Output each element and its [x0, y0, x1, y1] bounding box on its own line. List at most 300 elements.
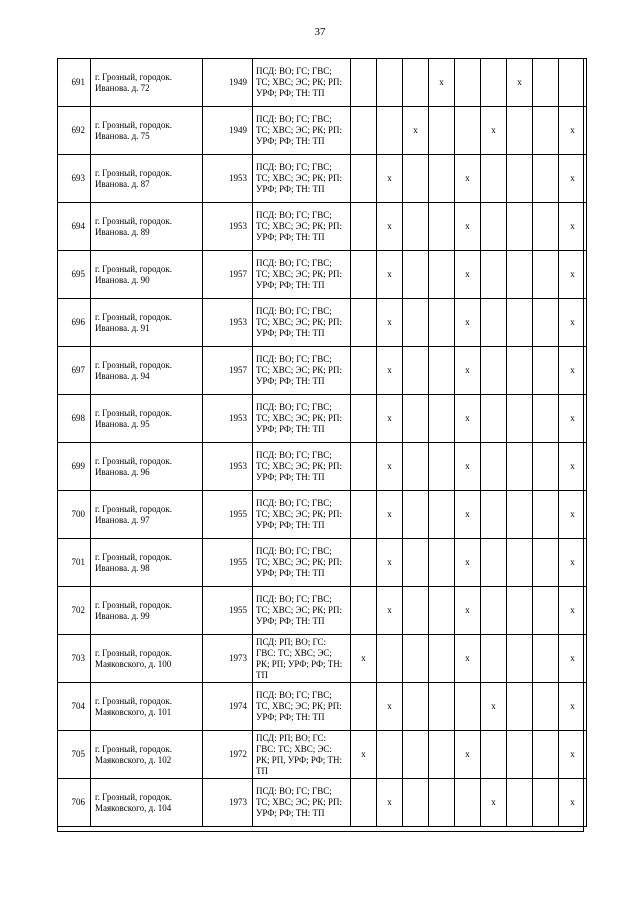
address-line: г. Грозный, городок. — [95, 71, 172, 82]
work-mark-cell: х — [559, 347, 587, 395]
address-cell — [91, 155, 203, 203]
work-mark-cell — [533, 779, 559, 827]
codes-line: ПСД: ВО; ГС; ГВС; — [256, 594, 332, 604]
work-mark-cell — [507, 203, 533, 251]
address-cell — [91, 779, 203, 827]
address-line: г. Грозный, городок. — [95, 119, 172, 130]
work-mark-cell — [507, 155, 533, 203]
work-mark-cell: х — [559, 491, 587, 539]
codes-line: ПСД: РП; ВО; ГС: — [256, 732, 327, 743]
codes-line: ПСД: ВО; ГС; ГВС; — [256, 402, 332, 412]
systems-codes — [253, 107, 351, 155]
codes-line: ТС; ХВС; ЭС; РК; РП: — [256, 77, 342, 87]
codes-line: ПСД: ВО; ГС; ГВС; — [256, 450, 332, 460]
address-line: г. Грозный, городок. — [95, 263, 172, 274]
housing-registry-table — [57, 58, 587, 827]
work-mark-cell — [533, 539, 559, 587]
work-mark-cell — [481, 299, 507, 347]
systems-codes — [253, 395, 351, 443]
work-mark-cell: х — [559, 635, 587, 683]
work-mark-cell — [351, 203, 377, 251]
address-cell — [91, 395, 203, 443]
work-mark-cell — [403, 59, 429, 107]
row-number: 692 — [58, 107, 91, 155]
year-built: 1953 — [203, 395, 253, 443]
work-mark-cell — [403, 587, 429, 635]
codes-line: УРФ; РФ; ТН: ТП — [256, 616, 325, 626]
address-line: Иванова. д. 99 — [95, 610, 150, 621]
work-mark-cell: х — [429, 59, 455, 107]
work-mark-cell: х — [507, 59, 533, 107]
work-mark-cell — [507, 731, 533, 779]
work-mark-cell: х — [559, 155, 587, 203]
codes-line: РК; РП; УРФ; РФ; ТН: — [256, 658, 343, 669]
codes-line: ТП — [256, 669, 268, 680]
systems-codes — [253, 59, 351, 107]
codes-line: ПСД: ВО; ГС; ГВС; — [256, 114, 332, 124]
row-number: 694 — [58, 203, 91, 251]
address-line: Иванова. д. 98 — [95, 562, 150, 573]
work-mark-cell — [403, 683, 429, 731]
work-mark-cell — [429, 731, 455, 779]
table-row — [58, 443, 587, 491]
codes-line: УРФ; РФ; ТН: ТП — [256, 376, 325, 386]
codes-line: ТС; ХВС; ЭС; РК; РП: — [256, 605, 342, 615]
address-cell — [91, 731, 203, 779]
codes-line: УРФ; РФ; ТН: ТП — [256, 472, 325, 482]
year-built: 1953 — [203, 155, 253, 203]
codes-line: УРФ; РФ; ТН: ТП — [256, 712, 325, 722]
codes-line: ПСД: ВО; ГС; ГВС; — [256, 546, 332, 556]
address-cell — [91, 683, 203, 731]
work-mark-cell: х — [559, 443, 587, 491]
table-row — [58, 59, 587, 107]
work-mark-cell — [481, 251, 507, 299]
work-mark-cell — [481, 203, 507, 251]
row-number: 706 — [58, 779, 91, 827]
row-number: 695 — [58, 251, 91, 299]
work-mark-cell — [455, 683, 481, 731]
year-built: 1974 — [203, 683, 253, 731]
codes-line: УРФ; РФ; ТН: ТП — [256, 136, 325, 146]
year-built: 1972 — [203, 731, 253, 779]
year-built: 1955 — [203, 491, 253, 539]
address-line: г. Грозный, городок. — [95, 695, 172, 706]
address-cell — [91, 491, 203, 539]
year-built: 1957 — [203, 347, 253, 395]
systems-codes — [253, 635, 351, 683]
row-number: 696 — [58, 299, 91, 347]
systems-codes — [253, 155, 351, 203]
table-row — [58, 251, 587, 299]
work-mark-cell — [429, 395, 455, 443]
address-line: г. Грозный, городок. — [95, 167, 172, 178]
work-mark-cell — [429, 347, 455, 395]
work-mark-cell — [507, 395, 533, 443]
work-mark-cell: х — [559, 683, 587, 731]
work-mark-cell — [403, 251, 429, 299]
address-line: г. Грозный, городок. — [95, 215, 172, 226]
work-mark-cell — [377, 59, 403, 107]
work-mark-cell — [429, 635, 455, 683]
address-line: Маяковского, д. 100 — [95, 658, 172, 669]
work-mark-cell — [481, 347, 507, 395]
codes-line: ПСД: ВО; ГС; ГВС; — [256, 498, 332, 508]
work-mark-cell: х — [455, 251, 481, 299]
work-mark-cell — [429, 107, 455, 155]
codes-line: УРФ; РФ; ТН: ТП — [256, 184, 325, 194]
work-mark-cell: х — [455, 155, 481, 203]
address-line: г. Грозный, городок. — [95, 503, 172, 514]
work-mark-cell — [507, 539, 533, 587]
work-mark-cell — [533, 299, 559, 347]
work-mark-cell — [403, 155, 429, 203]
codes-line: ПСД: ВО; ГС; ГВС; — [256, 690, 332, 700]
codes-line: ТС; ХВС; ЭС; РК; РП: — [256, 221, 342, 231]
work-mark-cell: х — [559, 203, 587, 251]
year-built: 1957 — [203, 251, 253, 299]
systems-codes — [253, 299, 351, 347]
codes-line: УРФ; РФ; ТН: ТП — [256, 568, 325, 578]
work-mark-cell — [429, 299, 455, 347]
work-mark-cell — [481, 731, 507, 779]
work-mark-cell — [429, 443, 455, 491]
codes-line: ТС; ХВС; ЭС; РК; РП: — [256, 269, 342, 279]
codes-line: ПСД: ВО; ГС; ГВС; — [256, 306, 332, 316]
row-number: 702 — [58, 587, 91, 635]
codes-line: УРФ; РФ; ТН: ТП — [256, 328, 325, 338]
address-cell — [91, 299, 203, 347]
work-mark-cell — [377, 107, 403, 155]
work-mark-cell — [533, 395, 559, 443]
work-mark-cell — [429, 539, 455, 587]
codes-line: ГВС: ТС; ХВС; ЭС: — [256, 743, 332, 754]
address-line: г. Грозный, городок. — [95, 599, 172, 610]
work-mark-cell — [455, 107, 481, 155]
work-mark-cell — [533, 635, 559, 683]
work-mark-cell: х — [377, 491, 403, 539]
row-number: 691 — [58, 59, 91, 107]
table-row — [58, 299, 587, 347]
systems-codes — [253, 731, 351, 779]
address-cell — [91, 635, 203, 683]
work-mark-cell: х — [455, 491, 481, 539]
address-line: г. Грозный, городок. — [95, 407, 172, 418]
work-mark-cell — [403, 539, 429, 587]
work-mark-cell — [533, 59, 559, 107]
address-line: Маяковского, д. 102 — [95, 754, 172, 765]
work-mark-cell — [351, 395, 377, 443]
work-mark-cell — [481, 59, 507, 107]
year-built: 1955 — [203, 587, 253, 635]
work-mark-cell — [351, 299, 377, 347]
address-cell — [91, 203, 203, 251]
work-mark-cell — [429, 683, 455, 731]
work-mark-cell — [507, 587, 533, 635]
address-line: Иванова. д. 90 — [95, 274, 150, 285]
work-mark-cell: х — [455, 539, 481, 587]
work-mark-cell: х — [481, 107, 507, 155]
row-number: 700 — [58, 491, 91, 539]
codes-line: ПСД: ВО; ГС; ГВС; — [256, 210, 332, 220]
work-mark-cell — [429, 251, 455, 299]
address-line: г. Грозный, городок. — [95, 791, 172, 802]
codes-line: ПСД: ВО; ГС; ГВС; — [256, 258, 332, 268]
address-line: Иванова. д. 75 — [95, 130, 150, 141]
work-mark-cell: х — [455, 347, 481, 395]
work-mark-cell: х — [481, 683, 507, 731]
year-built: 1953 — [203, 443, 253, 491]
work-mark-cell — [481, 395, 507, 443]
table-body — [58, 59, 587, 827]
work-mark-cell — [481, 491, 507, 539]
work-mark-cell: х — [559, 395, 587, 443]
work-mark-cell: х — [377, 443, 403, 491]
work-mark-cell — [403, 635, 429, 683]
row-number: 693 — [58, 155, 91, 203]
row-number: 703 — [58, 635, 91, 683]
work-mark-cell — [351, 155, 377, 203]
work-mark-cell — [507, 107, 533, 155]
work-mark-cell — [481, 443, 507, 491]
work-mark-cell — [481, 539, 507, 587]
work-mark-cell: х — [559, 779, 587, 827]
work-mark-cell — [351, 347, 377, 395]
work-mark-cell — [403, 443, 429, 491]
work-mark-cell — [403, 491, 429, 539]
row-number: 705 — [58, 731, 91, 779]
codes-line: УРФ; РФ; ТН: ТП — [256, 808, 325, 818]
work-mark-cell — [533, 491, 559, 539]
address-line: Иванова. д. 95 — [95, 418, 150, 429]
work-mark-cell: х — [377, 347, 403, 395]
work-mark-cell — [507, 779, 533, 827]
codes-line: УРФ; РФ; ТН: ТП — [256, 280, 325, 290]
work-mark-cell: х — [351, 635, 377, 683]
address-line: г. Грозный, городок. — [95, 359, 172, 370]
address-line: г. Грозный, городок. — [95, 455, 172, 466]
address-line: г. Грозный, городок. — [95, 647, 172, 658]
codes-line: ПСД: ВО; ГС; ГВС; — [256, 786, 332, 796]
work-mark-cell: х — [377, 155, 403, 203]
address-line: Иванова. д. 72 — [95, 82, 150, 93]
codes-line: ТС; ХВС; ЭС; РК; РП: — [256, 509, 342, 519]
work-mark-cell — [533, 443, 559, 491]
work-mark-cell — [507, 251, 533, 299]
work-mark-cell: х — [559, 539, 587, 587]
work-mark-cell — [403, 395, 429, 443]
table-row — [58, 203, 587, 251]
address-line: Иванова. д. 89 — [95, 226, 150, 237]
codes-line: РК; РП, УРФ; РФ; ТН: — [256, 754, 343, 765]
work-mark-cell — [429, 203, 455, 251]
address-line: Иванова. д. 97 — [95, 514, 150, 525]
work-mark-cell — [377, 731, 403, 779]
address-cell — [91, 587, 203, 635]
work-mark-cell — [533, 251, 559, 299]
codes-line: ТС; ХВС; ЭС; РК; РП: — [256, 413, 342, 423]
systems-codes — [253, 491, 351, 539]
year-built: 1949 — [203, 59, 253, 107]
work-mark-cell: х — [455, 635, 481, 683]
work-mark-cell — [533, 155, 559, 203]
work-mark-cell — [533, 107, 559, 155]
codes-line: ТС; ХВС; ЭС; РК; РП: — [256, 365, 342, 375]
work-mark-cell — [351, 59, 377, 107]
work-mark-cell: х — [455, 395, 481, 443]
work-mark-cell — [533, 347, 559, 395]
address-line: Иванова. д. 87 — [95, 178, 150, 189]
row-number: 697 — [58, 347, 91, 395]
codes-line: ТС; ХВС; ЭС; РК; РП: — [256, 557, 342, 567]
work-mark-cell — [533, 731, 559, 779]
work-mark-cell — [351, 491, 377, 539]
codes-line: ПСД: ВО; ГС; ГВС; — [256, 354, 332, 364]
work-mark-cell — [403, 299, 429, 347]
codes-line: ТС; ХВС; ЭС; РК; РП: — [256, 317, 342, 327]
work-mark-cell — [351, 251, 377, 299]
work-mark-cell — [429, 491, 455, 539]
work-mark-cell — [351, 443, 377, 491]
systems-codes — [253, 539, 351, 587]
work-mark-cell — [403, 731, 429, 779]
systems-codes — [253, 587, 351, 635]
work-mark-cell: х — [377, 251, 403, 299]
work-mark-cell: х — [559, 299, 587, 347]
work-mark-cell: х — [377, 779, 403, 827]
address-cell — [91, 251, 203, 299]
work-mark-cell — [429, 155, 455, 203]
systems-codes — [253, 251, 351, 299]
codes-line: УРФ; РФ; ТН: ТП — [256, 88, 325, 98]
work-mark-cell: х — [377, 395, 403, 443]
year-built: 1973 — [203, 635, 253, 683]
work-mark-cell: х — [455, 587, 481, 635]
work-mark-cell: х — [455, 203, 481, 251]
address-line: Маяковского, д. 101 — [95, 706, 172, 717]
row-number: 698 — [58, 395, 91, 443]
address-line: Иванова. д. 96 — [95, 466, 150, 477]
year-built: 1973 — [203, 779, 253, 827]
codes-line: ТС; ХВС; ЭС; РК; РП: — [256, 461, 342, 471]
systems-codes — [253, 443, 351, 491]
work-mark-cell — [429, 779, 455, 827]
address-line: Иванова. д. 91 — [95, 322, 150, 333]
work-mark-cell — [507, 491, 533, 539]
work-mark-cell — [507, 635, 533, 683]
work-mark-cell — [403, 779, 429, 827]
work-mark-cell: х — [455, 731, 481, 779]
codes-line: ПСД: РП; ВО; ГС: — [256, 636, 327, 647]
work-mark-cell: х — [403, 107, 429, 155]
address-cell — [91, 539, 203, 587]
work-mark-cell: х — [559, 731, 587, 779]
work-mark-cell — [429, 587, 455, 635]
work-mark-cell — [507, 347, 533, 395]
work-mark-cell — [377, 635, 403, 683]
address-cell — [91, 107, 203, 155]
codes-line: ТС; ХВС; ЭС; РК; РП: — [256, 797, 342, 807]
address-line: г. Грозный, городок. — [95, 311, 172, 322]
table-row — [58, 635, 587, 683]
work-mark-cell — [507, 299, 533, 347]
year-built: 1949 — [203, 107, 253, 155]
work-mark-cell: х — [559, 251, 587, 299]
work-mark-cell — [533, 587, 559, 635]
work-mark-cell — [455, 59, 481, 107]
work-mark-cell — [351, 107, 377, 155]
work-mark-cell — [533, 683, 559, 731]
work-mark-cell: х — [377, 587, 403, 635]
table-row — [58, 347, 587, 395]
work-mark-cell: х — [377, 683, 403, 731]
systems-codes — [253, 683, 351, 731]
codes-line: ТП — [256, 765, 268, 776]
address-line: Иванова. д. 94 — [95, 370, 150, 381]
address-line: Маяковского, д. 104 — [95, 802, 172, 813]
work-mark-cell — [559, 59, 587, 107]
work-mark-cell — [507, 683, 533, 731]
systems-codes — [253, 347, 351, 395]
work-mark-cell: х — [377, 539, 403, 587]
table-row — [58, 395, 587, 443]
work-mark-cell — [403, 203, 429, 251]
work-mark-cell: х — [377, 203, 403, 251]
work-mark-cell — [351, 587, 377, 635]
codes-line: ГВС: ТС; ХВС; ЭС; — [256, 647, 332, 658]
codes-line: ТС; ХВС; ЭС; РК; РП: — [256, 173, 342, 183]
systems-codes — [253, 203, 351, 251]
codes-line: УРФ; РФ; ТН: ТП — [256, 424, 325, 434]
work-mark-cell — [533, 203, 559, 251]
page-number: 37 — [314, 26, 326, 38]
work-mark-cell — [507, 443, 533, 491]
work-mark-cell: х — [559, 107, 587, 155]
work-mark-cell: х — [559, 587, 587, 635]
work-mark-cell — [351, 683, 377, 731]
work-mark-cell: х — [455, 299, 481, 347]
codes-line: УРФ; РФ; ТН: ТП — [256, 520, 325, 530]
year-built: 1955 — [203, 539, 253, 587]
year-built: 1953 — [203, 299, 253, 347]
row-number: 701 — [58, 539, 91, 587]
systems-codes — [253, 779, 351, 827]
row-number: 699 — [58, 443, 91, 491]
row-number: 704 — [58, 683, 91, 731]
work-mark-cell — [481, 635, 507, 683]
work-mark-cell — [455, 779, 481, 827]
work-mark-cell — [403, 347, 429, 395]
address-line: г. Грозный, городок. — [95, 743, 172, 754]
work-mark-cell — [351, 779, 377, 827]
address-line: г. Грозный, городок. — [95, 551, 172, 562]
work-mark-cell: х — [377, 299, 403, 347]
year-built: 1953 — [203, 203, 253, 251]
table-row — [58, 539, 587, 587]
work-mark-cell — [351, 539, 377, 587]
table-row — [58, 779, 587, 827]
work-mark-cell: х — [455, 443, 481, 491]
address-cell — [91, 443, 203, 491]
codes-line: УРФ; РФ; ТН: ТП — [256, 232, 325, 242]
table-row — [58, 683, 587, 731]
work-mark-cell — [481, 155, 507, 203]
table-row — [58, 107, 587, 155]
work-mark-cell: х — [351, 731, 377, 779]
address-cell — [91, 59, 203, 107]
codes-line: ТС; ХВС; ЭС; РК; РП: — [256, 125, 342, 135]
address-cell — [91, 347, 203, 395]
